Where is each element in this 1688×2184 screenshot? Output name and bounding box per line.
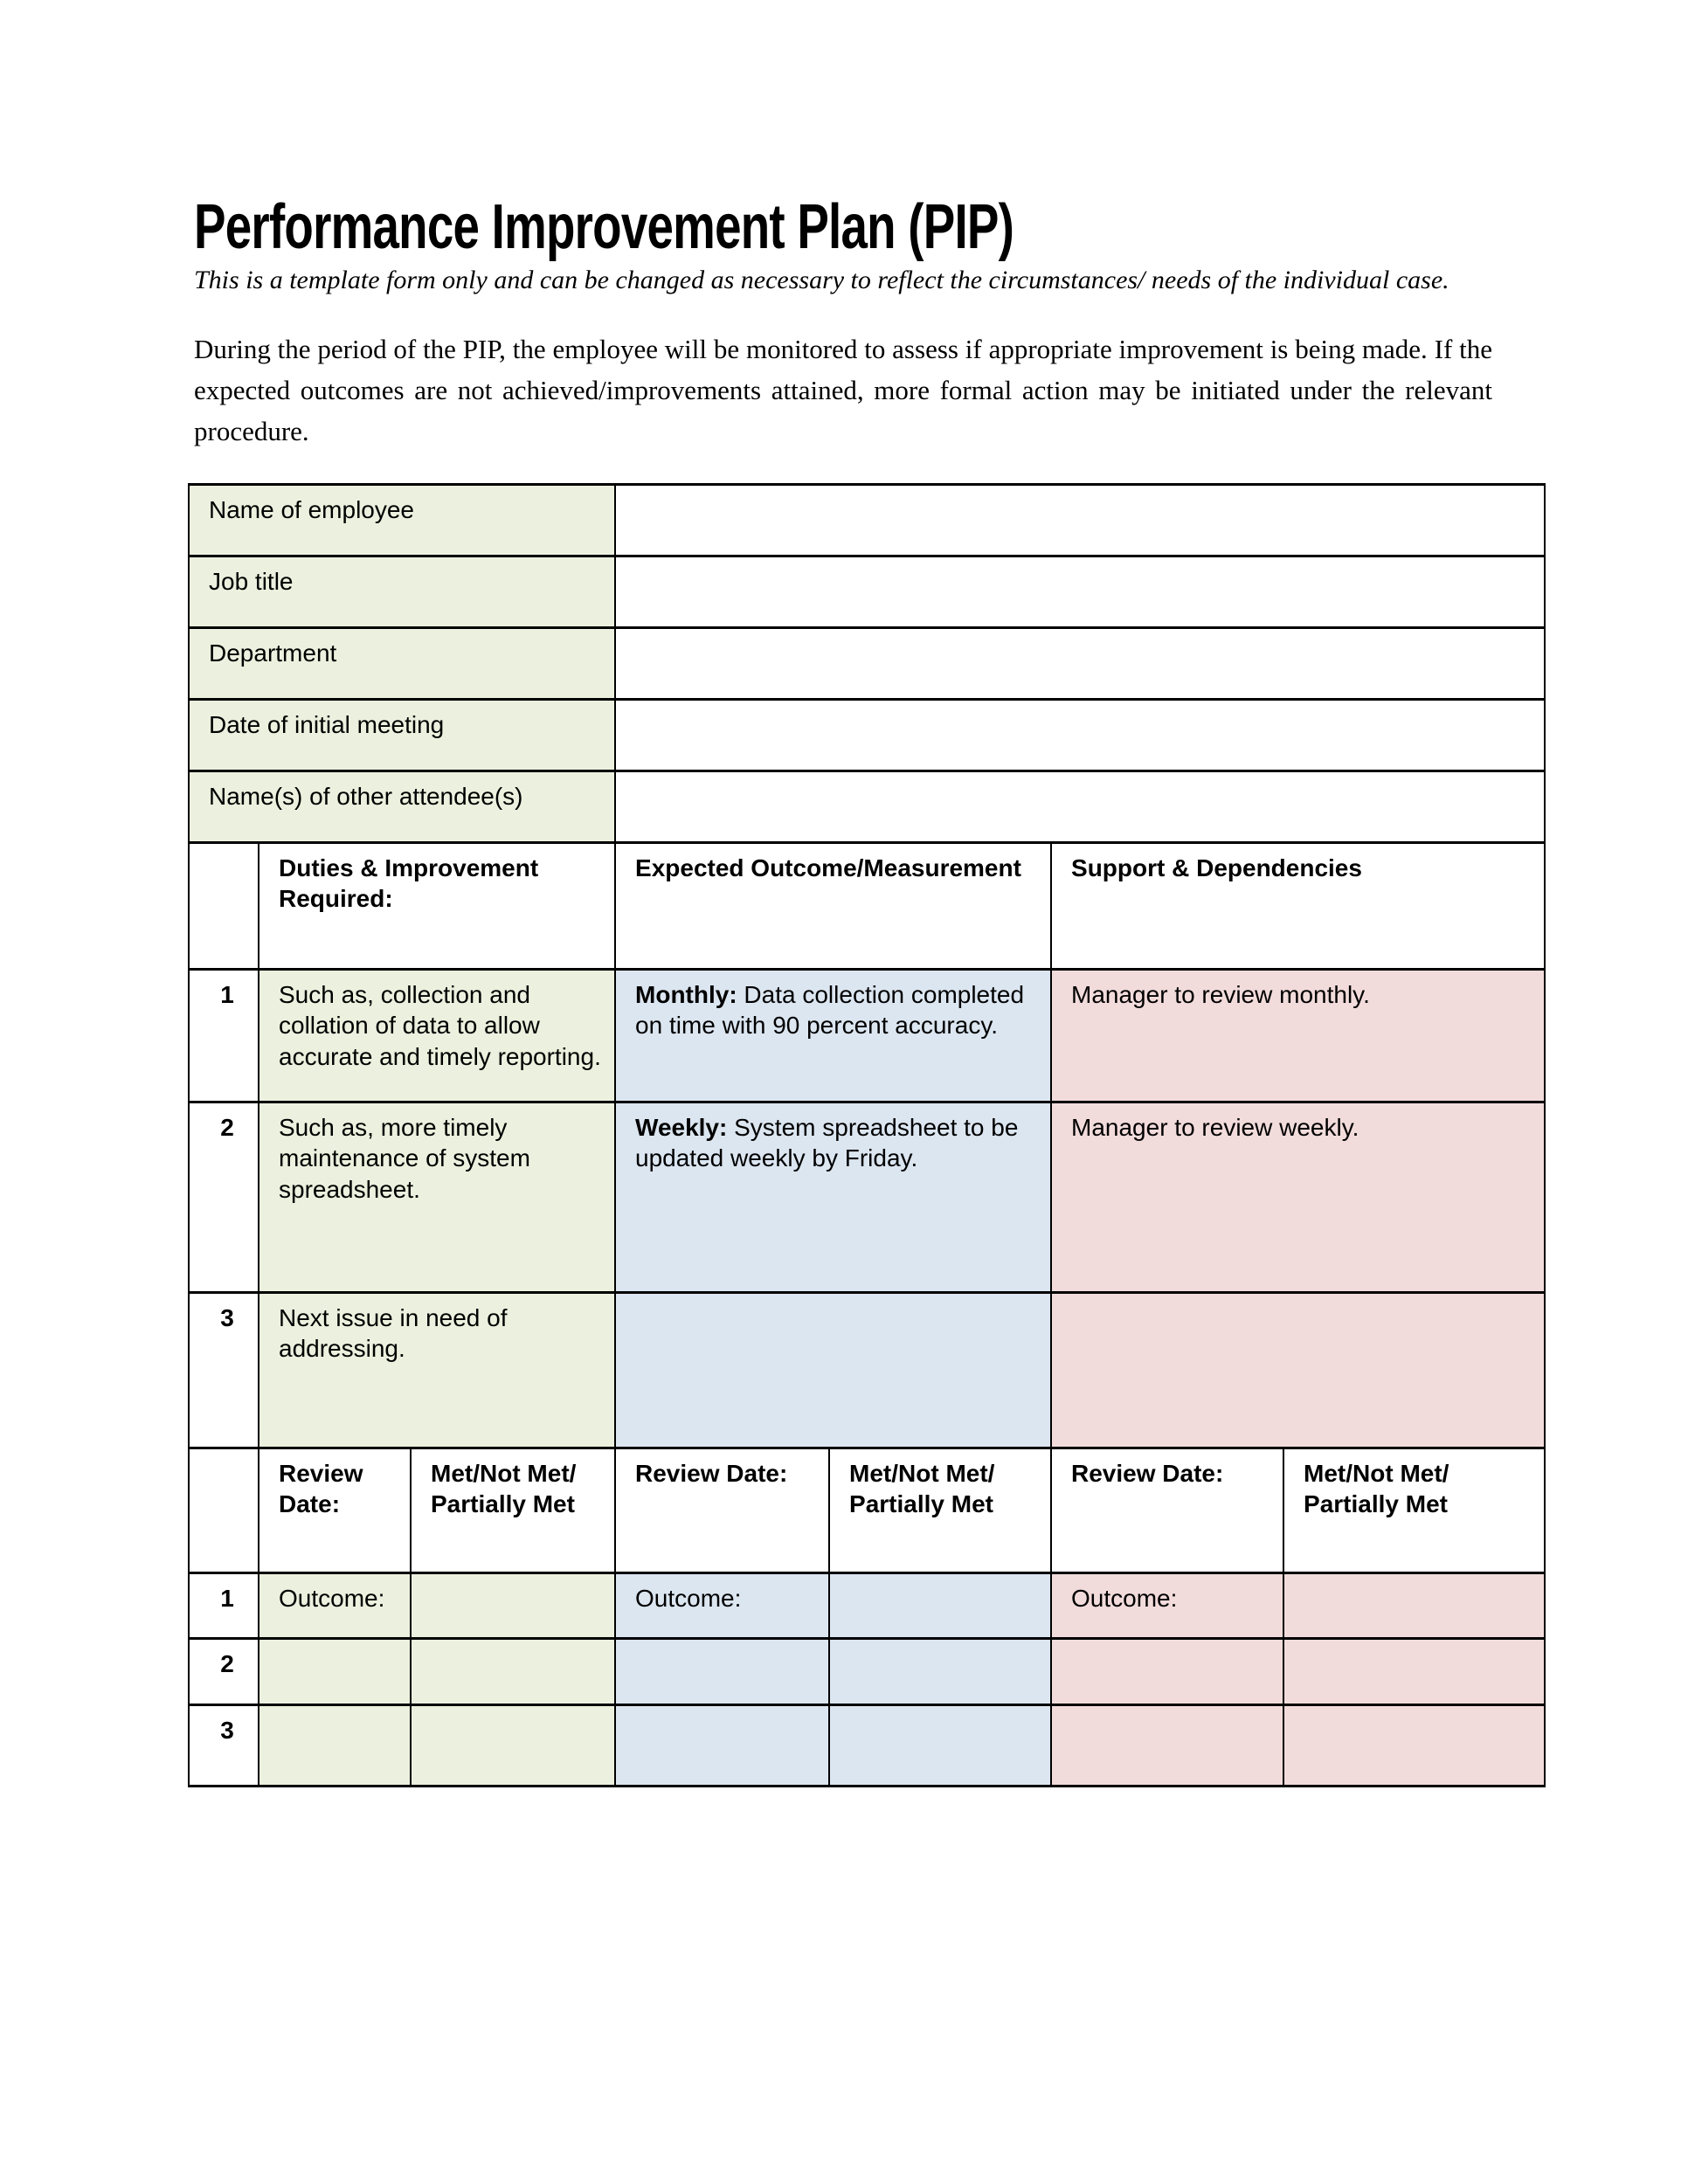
duty-row-1-support-cell: Manager to review monthly. (1051, 969, 1545, 1102)
review-row-3-met-cell-1[interactable] (411, 1704, 615, 1786)
info-value-department[interactable] (615, 627, 1545, 699)
duties-header-row (189, 842, 1545, 969)
duties-header-number-spacer (189, 842, 259, 969)
review-row-3-outcome-cell-1[interactable] (259, 1704, 411, 1786)
info-row-department (189, 627, 1545, 699)
review-row-2 (189, 1638, 1545, 1704)
review-row-2-outcome-cell-2[interactable] (615, 1638, 829, 1704)
met-status-header-3: Met/Not Met/ Partially Met (1283, 1448, 1545, 1572)
page-title-text: Performance Improvement Plan (PIP) (194, 192, 1014, 262)
template-note: This is a template form only and can be changed as necessary to reflect the circumstances/ needs of the individual case. (194, 266, 1449, 295)
review-row-1-met-cell-3[interactable] (1283, 1572, 1545, 1638)
info-value-job-title[interactable] (615, 556, 1545, 627)
review-header-number-spacer (189, 1448, 259, 1572)
info-value-other-attendees[interactable] (615, 771, 1545, 842)
review-row-2-number: 2 (189, 1638, 259, 1704)
duty-row-2-expected-outcome-cell (615, 1102, 1051, 1292)
review-row-1-met-cell-2[interactable] (829, 1572, 1051, 1638)
info-label-department: Department (189, 627, 615, 699)
review-row-3-number: 3 (189, 1704, 259, 1786)
info-row-job-title (189, 556, 1545, 627)
met-status-header-1: Met/Not Met/ Partially Met (411, 1448, 615, 1572)
review-row-3-met-cell-2[interactable] (829, 1704, 1051, 1786)
duty-row-2-support-cell: Manager to review weekly. (1051, 1102, 1545, 1292)
info-row-employee-name (189, 484, 1545, 556)
duty-row-1-expected-text: Data collection completed on time with 90 percent accuracy. (635, 980, 1025, 1040)
review-row-1-outcome-cell-2[interactable]: Outcome: (615, 1572, 829, 1638)
duty-row-3-support-cell[interactable] (1051, 1292, 1545, 1448)
review-date-header-1: Review Date: (259, 1448, 411, 1572)
info-value-employee-name[interactable] (615, 484, 1545, 556)
info-label-employee-name: Name of employee (189, 484, 615, 556)
review-row-3-outcome-cell-3[interactable] (1051, 1704, 1283, 1786)
review-row-1-outcome-cell-3[interactable]: Outcome: (1051, 1572, 1283, 1638)
met-status-header-2: Met/Not Met/ Partially Met (829, 1448, 1051, 1572)
info-label-initial-meeting-date: Date of initial meeting (189, 699, 615, 771)
duty-row-2-number: 2 (189, 1102, 259, 1292)
expected-outcome-column-header: Expected Outcome/Measurement (615, 842, 1051, 969)
support-dependencies-column-header: Support & Dependencies (1051, 842, 1545, 969)
review-row-1 (189, 1572, 1545, 1638)
duty-row-3 (189, 1292, 1545, 1448)
review-row-1-outcome-cell-1[interactable]: Outcome: (259, 1572, 411, 1638)
duty-row-1-number: 1 (189, 969, 259, 1102)
duty-row-1-expected-outcome-cell (615, 969, 1051, 1102)
info-label-other-attendees: Name(s) of other attendee(s) (189, 771, 615, 842)
review-row-2-outcome-cell-1[interactable] (259, 1638, 411, 1704)
review-row-3-outcome-cell-2[interactable] (615, 1704, 829, 1786)
duty-row-2-expected-prefix: Weekly: (635, 1113, 728, 1141)
review-header-row (189, 1448, 1545, 1572)
review-row-2-met-cell-3[interactable] (1283, 1638, 1545, 1704)
duty-row-1 (189, 969, 1545, 1102)
duties-column-header: Duties & Improvement Required: (259, 842, 615, 969)
review-date-header-3: Review Date: (1051, 1448, 1283, 1572)
duty-row-2-description-cell: Such as, more timely maintenance of system spreadsheet. (259, 1102, 615, 1292)
duty-row-1-expected-prefix: Monthly: (635, 980, 737, 1008)
duty-row-3-number: 3 (189, 1292, 259, 1448)
review-row-2-outcome-cell-3[interactable] (1051, 1638, 1283, 1704)
info-label-job-title: Job title (189, 556, 615, 627)
duty-row-3-description-cell: Next issue in need of addressing. (259, 1292, 615, 1448)
review-row-1-met-cell-1[interactable] (411, 1572, 615, 1638)
duty-row-1-description-cell: Such as, collection and collation of data to allow accurate and timely reporting. (259, 969, 615, 1102)
review-row-1-number: 1 (189, 1572, 259, 1638)
duty-row-2 (189, 1102, 1545, 1292)
review-row-2-met-cell-1[interactable] (411, 1638, 615, 1704)
info-value-initial-meeting-date[interactable] (615, 699, 1545, 771)
duty-row-3-expected-outcome-cell[interactable] (615, 1292, 1051, 1448)
review-row-3 (189, 1704, 1545, 1786)
page-title (194, 0, 1492, 260)
review-date-header-2: Review Date: (615, 1448, 829, 1572)
info-row-initial-meeting-date (189, 699, 1545, 771)
review-row-2-met-cell-2[interactable] (829, 1638, 1051, 1704)
duty-row-2-expected-text: System spreadsheet to be updated weekly by Friday. (635, 1113, 1019, 1172)
document-content (194, 0, 1492, 1787)
review-row-3-met-cell-3[interactable] (1283, 1704, 1545, 1786)
pip-form-table (188, 483, 1546, 1787)
intro-paragraph: During the period of the PIP, the employee will be monitored to assess if appropriate improvement is being made. If the expected outcomes are not achieved/improvements attained, more formal action may be initiated under the relevant procedure. (194, 333, 1492, 446)
info-row-other-attendees (189, 771, 1545, 842)
